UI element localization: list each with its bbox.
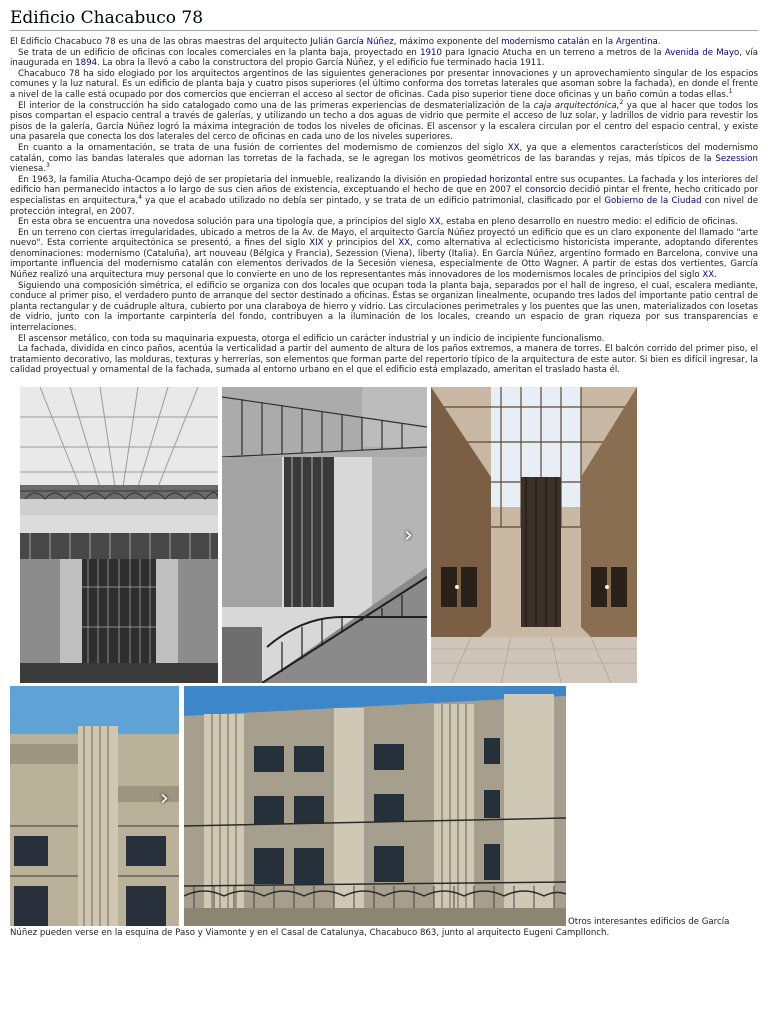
wiki-link[interactable]: XX <box>398 238 411 249</box>
article-paragraph <box>10 69 758 101</box>
article-paragraph <box>10 175 758 217</box>
paragraph-text: en la <box>589 37 616 47</box>
wiki-link[interactable]: propiedad horizontal <box>443 174 533 185</box>
paragraph-text: , ya que a elementos característicos del modernismo catalán, como las bandas laterales que adornan las torretas de la fachada, se le agregan los motivos geométricos de las barandas y rejas, más típicos de la <box>10 142 758 164</box>
paragraph-text: vienesa. <box>10 164 46 175</box>
paragraph-text: , como alternativa al eclecticismo historicista imperante, adoptando diferentes denominaciones: modernismo (Cataluña), art nouveau (Bélgica y Francia), Sezession (Viena), liberty (Italia). En García Núñez, argentino formado en Barcelona, convive una importante influencia del modernismo catalán con elementos derivados de la Secesión vienesa, especialmente de Otto Wagner. A partir de estas dos vertientes, García Núñez realizó una arquitectura muy personal que lo convierte en uno de los representantes más innovadores de los modernismos locales de principios del siglo <box>10 238 758 281</box>
paragraph-text: , máximo exponente del <box>393 37 502 47</box>
article-paragraph <box>10 344 758 376</box>
photo-atrium-color[interactable] <box>431 387 637 683</box>
photo-stairs-elevator-image <box>222 387 427 683</box>
paragraph-text: Chacabuco 78 ha sido elogiado por los arquitectos argentinos de las siguientes generaciones por presentar innovaciones y un aprovechamiento singular de los espacios comunes y la luz natural. Es un edificio de planta baja y cuatro pisos superiores (el último conforma dos torretas laterales que asoman sobre la fachada), en donde el frente a nivel de la calle está ocupado por dos comercios que encierran el acceso al sector de oficinas. Cada piso superior tiene doce oficinas y un baño común a todas ellas. <box>10 68 758 100</box>
wiki-link[interactable]: consorcio <box>525 185 567 196</box>
reference-link[interactable]: 4 <box>138 194 142 202</box>
paragraph-text: Siguiendo una composición simétrica, el edificio se organiza con dos locales que ocupan toda la planta baja, separados por el hall de ingreso, el cual, escalera mediante, conduce al primer piso, el verdadero punto de arranque del sector destinado a oficinas. Éstas se organizan linealmente, ocupando tres lados del importante patio central de planta rectangular y de cuádruple altura, cubierto por una claraboya de hierro y vidrio. Las circulaciones perimetrales y los puentes que las unen, materializados con losetas de vidrio, junto con la importante carpintería del fondo, contribuyen a la iluminación de los locales, creando un espacio de gran riqueza por sus transparencias e interrelaciones. <box>10 280 758 334</box>
wiki-link[interactable]: 1894 <box>75 58 98 69</box>
paragraph-text: Se trata de un edificio de oficinas con locales comerciales en la planta baja, proyectado en <box>18 47 421 58</box>
paragraph-text: ya que el acabado utilizado no debía ser pintado, y se trata de un edificio patrimonial, clasificado por el <box>141 195 605 206</box>
photo-atrium-skylight-image <box>20 387 218 683</box>
paragraph-text: El interior de la construcción ha sido catalogado como una de las primeras experiencias de desmaterialización de la <box>18 100 534 111</box>
paragraph-text: , vía inaugurada en <box>10 47 758 69</box>
paragraph-text: para Ignacio Atucha en un terreno a metros de la <box>441 47 665 58</box>
paragraph-text: En esta obra se encuentra una novedosa solución para una tipología que, a principios del siglo <box>18 217 429 228</box>
wiki-link[interactable]: 1910 <box>420 47 442 58</box>
photo-stairs-elevator[interactable] <box>222 387 427 683</box>
paragraph-text: . La obra la llevó a cabo la constructora del propio García Núñez, y el edificio fue terminado hacia 1911. <box>97 58 545 69</box>
paragraph-text: En 1963, la familia Atucha-Ocampo dejó de ser propietaria del inmueble, realizando la división en <box>18 174 444 185</box>
wiki-link[interactable]: Avenida de Mayo <box>664 47 740 58</box>
photo-facade-full[interactable] <box>184 686 566 926</box>
chevron-right-icon[interactable]: › <box>404 523 413 548</box>
article-paragraph <box>10 281 758 334</box>
paragraph-text: con nivel de protección integral, en 2007. <box>10 195 758 217</box>
wiki-link[interactable]: modernismo catalán <box>501 37 590 47</box>
paragraph-text: , estaba en pleno desarrollo en nuestro medio: el edificio de oficinas. <box>440 217 738 228</box>
article-paragraph <box>10 48 758 69</box>
page-title: Edificio Chacabuco 78 <box>10 0 758 31</box>
paragraph-text: decidió pintar el frente, hecho criticado por especialistas en arquitectura, <box>10 185 758 206</box>
paragraph-text: ya que al hacer que todos los pisos compartan el espacio central a través de galerías, y utilizando un techo a dos aguas de vidrio que permite el acceso de luz solar, y ladrillos de vidrio para revestir los pisos de la galería, García Núñez logró la máxima integración de todos los niveles de oficinas. El ascensor y la escalera circulan por el centro del espacio central, y existe una pasarela que conecta los dos laterales del cerco de oficinas en cada uno de los niveles superiores. <box>10 100 758 143</box>
paragraph-text: El Edificio Chacabuco 78 es una de las obras maestras del arquitecto <box>10 37 311 47</box>
wiki-link[interactable]: Sezession <box>715 153 758 164</box>
photo-atrium-color-image <box>431 387 637 683</box>
wiki-link[interactable]: Julián García Núñez <box>310 37 394 47</box>
reference-link[interactable]: 3 <box>45 162 50 170</box>
paragraph-text: La fachada, dividida en cinco paños, acentúa la verticalidad a partir del aumento de altura de los paños extremos, a manera de torres. El balcón corrido del primer piso, el tratamiento decorativo, las molduras, texturas y herrerías, son elementos que forman parte del repertorio típico de la arquitectura de este autor. Si bien es difícil ingresar, la calidad proyectual y ornamental de la fachada, sumada al entorno urbano en el que el edificio está emplazado, ameritan el traslado hasta él. <box>10 344 758 376</box>
emphasis-text: , <box>616 100 620 111</box>
paragraph-text: . <box>714 270 717 281</box>
emphasis-text: caja arquitectónica <box>533 100 617 111</box>
reference-link[interactable]: 2 <box>619 98 624 106</box>
article-paragraph <box>10 37 758 48</box>
photo-facade-full-image <box>184 686 566 926</box>
gallery-caption-line2: Núñez pueden verse en la esquina de Paso y Viamonte y en el Casal de Catalunya, Chacabuco 863, junto al arquitecto Eugeni Campllonch. <box>10 928 610 938</box>
paragraph-text: entre sus ocupantes. La fachada y los interiores del edificio han permanecido intactos a lo largo de sus cien años de existencia, exceptuando el hecho de que en 2007 el <box>10 174 758 196</box>
article-body <box>10 37 758 376</box>
gallery-caption-line1: Otros interesantes edificios de García <box>568 917 730 927</box>
paragraph-text: y principios del <box>323 238 399 249</box>
paragraph-text: En cuanto a la ornamentación, se trata de una fusión de corrientes del modernismo de comienzos del siglo <box>18 142 508 153</box>
chevron-right-icon[interactable]: › <box>160 786 169 811</box>
article-paragraph <box>10 228 758 281</box>
article-paragraph <box>10 143 758 175</box>
wiki-link[interactable]: XX <box>428 217 441 228</box>
article-paragraph <box>10 98 758 143</box>
photo-facade-tower-image <box>10 686 179 926</box>
photo-atrium-skylight[interactable] <box>20 387 218 683</box>
wiki-link[interactable]: XX <box>702 270 715 281</box>
photo-facade-tower[interactable] <box>10 686 179 926</box>
wiki-link[interactable]: XX <box>507 142 520 153</box>
wiki-link[interactable]: XIX <box>309 238 324 249</box>
wiki-link[interactable]: Argentina <box>615 37 658 47</box>
paragraph-text: El ascensor metálico, con toda su maquinaria expuesta, otorga el edificio un carácter industrial y un indicio de incipiente funcionalismo. <box>18 333 605 344</box>
article-paragraph <box>10 334 758 345</box>
article-paragraph <box>10 217 758 228</box>
reference-link[interactable]: 1 <box>728 88 733 96</box>
wiki-link[interactable]: Gobierno de la Ciudad <box>604 195 702 206</box>
paragraph-text: En un terreno con ciertas irregularidades, ubicado a metros de la Av. de Mayo, el arquitecto García Núñez proyectó un edificio que es un claro exponente del llamado "arte nuevo". Esta corriente arquitectónica se presentó, a fines del siglo <box>10 227 758 249</box>
paragraph-text: . <box>657 37 661 47</box>
article <box>10 0 758 376</box>
